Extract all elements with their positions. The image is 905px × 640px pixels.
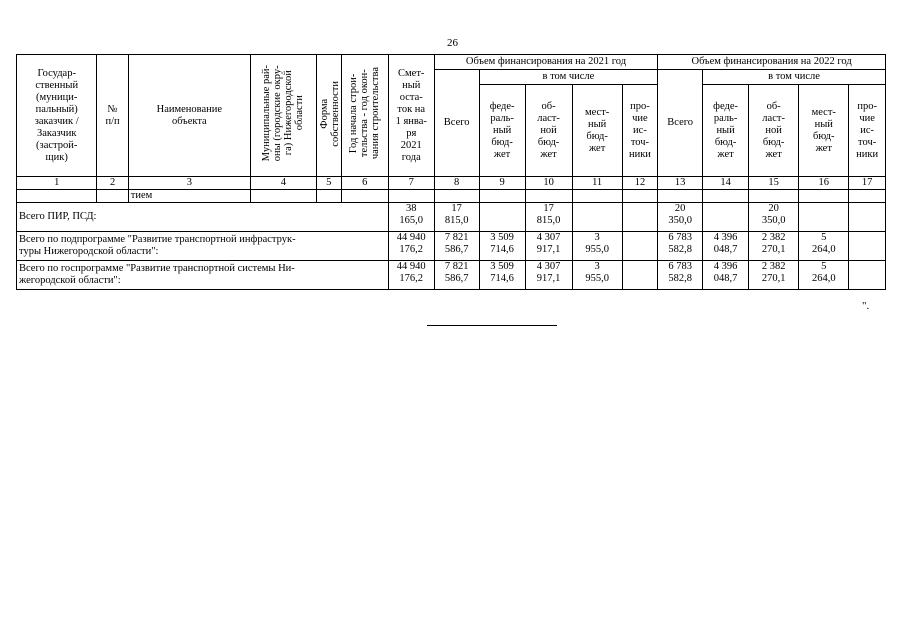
header-ownership <box>316 55 341 177</box>
header-local-2022: мест- ный бюд- жет <box>799 85 849 177</box>
cell: 5 264,0 <box>799 232 849 261</box>
header-fin-2021: Объем финансирования на 2021 год <box>434 55 657 70</box>
separator-line <box>427 325 557 326</box>
header-total-2021: Всего <box>434 70 479 177</box>
cell: 3 955,0 <box>572 261 622 290</box>
table-row <box>17 232 886 261</box>
col-num-4: 4 <box>250 177 316 190</box>
cell: 6 783 582,8 <box>658 232 703 261</box>
header-federal-2022: феде- раль- ный бюд- жет <box>703 85 749 177</box>
cell: 17 815,0 <box>434 203 479 232</box>
cell: 38 165,0 <box>388 203 434 232</box>
row-label: Всего ПИР, ПСД: <box>17 203 389 232</box>
cell: 20 350,0 <box>749 203 799 232</box>
closing-quote: ". <box>862 300 870 312</box>
cell: 5 264,0 <box>799 261 849 290</box>
cell <box>849 232 886 261</box>
col-num-1: 1 <box>17 177 97 190</box>
col-num-16: 16 <box>799 177 849 190</box>
header-estimate: Смет- ный оста- ток на 1 янва- ря 2021 года <box>388 55 434 177</box>
cell: 7 821 586,7 <box>434 261 479 290</box>
col-num-2: 2 <box>97 177 128 190</box>
cell: 2 382 270,1 <box>749 232 799 261</box>
col-num-12: 12 <box>622 177 658 190</box>
column-number-row <box>17 177 886 190</box>
cell: 7 821 586,7 <box>434 232 479 261</box>
header-num: № п/п <box>97 55 128 177</box>
header-federal-2021: феде- раль- ный бюд- жет <box>479 85 525 177</box>
header-customer: Государ- ственный (муници- пальный) заказчик / Заказчик (застрой- щик) <box>17 55 97 177</box>
header-fin-2022: Объем финансирования на 2022 год <box>658 55 886 70</box>
col-num-15: 15 <box>749 177 799 190</box>
cell: 4 307 917,1 <box>525 261 572 290</box>
col-num-8: 8 <box>434 177 479 190</box>
cell: 4 396 048,7 <box>703 232 749 261</box>
cell: 4 396 048,7 <box>703 261 749 290</box>
cell <box>849 203 886 232</box>
header-local-2021: мест- ный бюд- жет <box>572 85 622 177</box>
row-label: Всего по госпрограмме "Развитие транспортной системы Ни- жегородской области": <box>17 261 389 290</box>
col-num-7: 7 <box>388 177 434 190</box>
cell: 3 509 714,6 <box>479 261 525 290</box>
header-regional-2022: об- ласт- ной бюд- жет <box>749 85 799 177</box>
cell: 4 307 917,1 <box>525 232 572 261</box>
table-row <box>17 203 886 232</box>
cell: 6 783 582,8 <box>658 261 703 290</box>
cell <box>572 203 622 232</box>
col-num-17: 17 <box>849 177 886 190</box>
header-years-text: Год начала строи- тельства - год окон- чания строительства <box>348 67 382 160</box>
col-num-3: 3 <box>128 177 250 190</box>
col-num-13: 13 <box>658 177 703 190</box>
col-num-6: 6 <box>341 177 388 190</box>
header-total-2022: Всего <box>658 70 703 177</box>
header-municipal <box>250 55 316 177</box>
header-object-name: Наименование объекта <box>128 55 250 177</box>
cell <box>622 261 658 290</box>
cell <box>703 203 749 232</box>
cell: 44 940 176,2 <box>388 232 434 261</box>
col-num-10: 10 <box>525 177 572 190</box>
cell: 3 955,0 <box>572 232 622 261</box>
cell <box>622 232 658 261</box>
cell <box>622 203 658 232</box>
col-num-11: 11 <box>572 177 622 190</box>
header-years <box>341 55 388 177</box>
header-regional-2021: об- ласт- ной бюд- жет <box>525 85 572 177</box>
header-including-2021: в том числе <box>479 70 658 85</box>
cell <box>799 203 849 232</box>
cell <box>479 203 525 232</box>
col-num-5: 5 <box>316 177 341 190</box>
header-other-2022: про- чие ис- точ- ники <box>849 85 886 177</box>
header-including-2022: в том числе <box>703 70 886 85</box>
cell <box>849 261 886 290</box>
header-ownership-text: Форма собственности <box>318 80 341 147</box>
header-other-2021: про- чие ис- точ- ники <box>622 85 658 177</box>
col-num-14: 14 <box>703 177 749 190</box>
cell: 20 350,0 <box>658 203 703 232</box>
cell: 44 940 176,2 <box>388 261 434 290</box>
row-label: Всего по подпрограмме "Развитие транспортной инфраструк- туры Нижегородской области": <box>17 232 389 261</box>
cell: 17 815,0 <box>525 203 572 232</box>
carry-row <box>17 190 886 203</box>
carry-text: тием <box>128 190 250 203</box>
cell: 2 382 270,1 <box>749 261 799 290</box>
table-row <box>17 261 886 290</box>
financing-table <box>16 54 886 290</box>
header-municipal-text: Муниципальные рай- оны (городские окру- га) Нижегородской области <box>261 65 306 162</box>
col-num-9: 9 <box>479 177 525 190</box>
page-number: 26 <box>447 37 458 49</box>
cell: 3 509 714,6 <box>479 232 525 261</box>
